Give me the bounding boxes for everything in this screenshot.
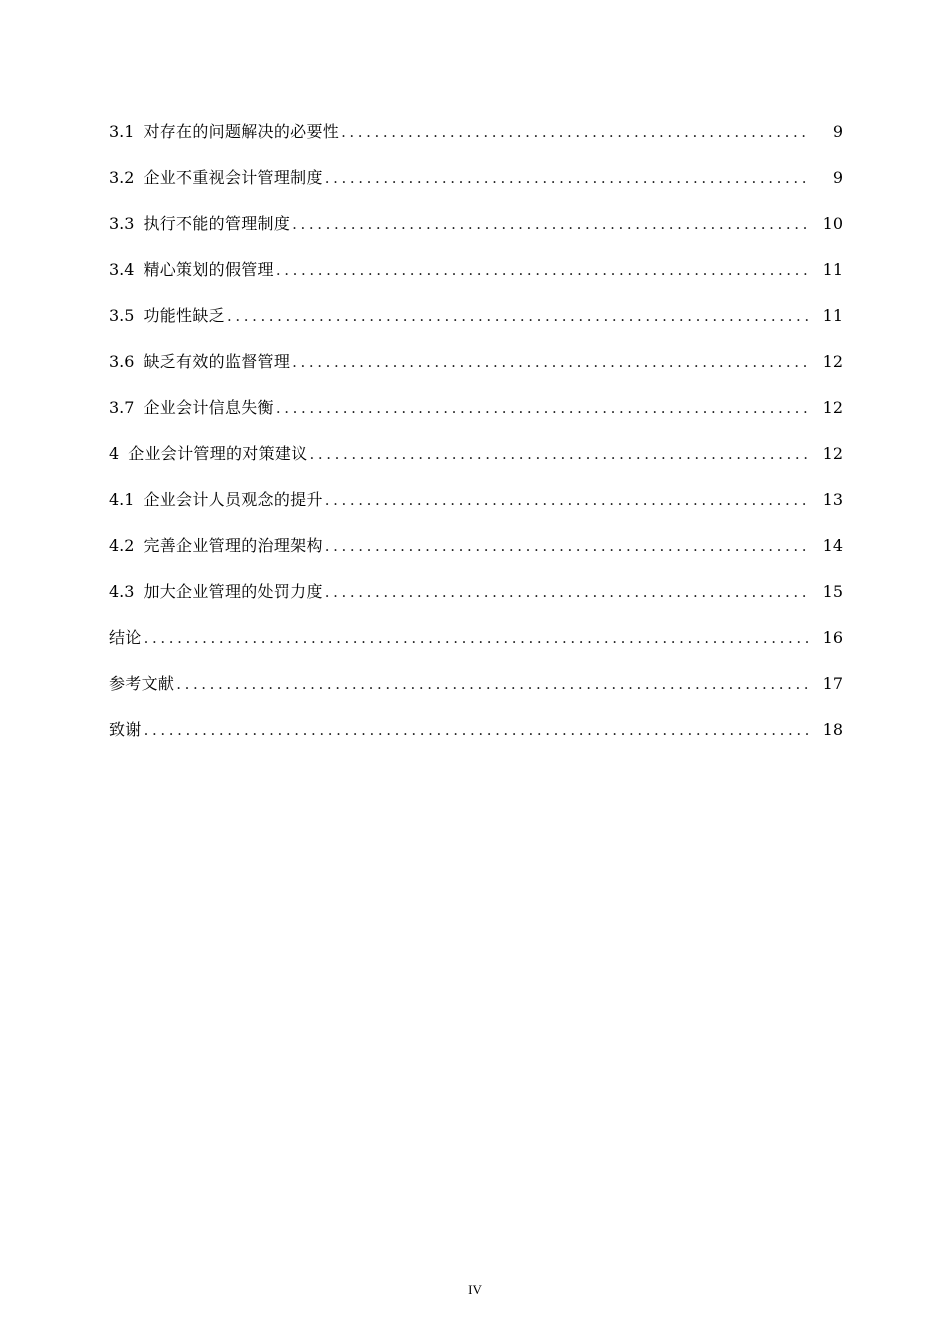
toc-entry-page: 9 <box>832 122 843 141</box>
toc-entry[interactable] <box>109 576 843 622</box>
toc-entry-title: 执行不能的管理制度 <box>143 214 291 233</box>
toc-entry-number: 3.1 <box>109 122 135 141</box>
toc-entry-title: 企业会计人员观念的提升 <box>143 490 323 509</box>
toc-entry-title: 参考文献 <box>109 674 175 693</box>
toc-entry-title: 功能性缺乏 <box>143 306 225 325</box>
toc-entry-page: 18 <box>822 720 843 739</box>
toc-leader-dots <box>144 622 811 654</box>
toc-leader-dots <box>310 438 812 470</box>
toc-entry-title: 致谢 <box>109 720 142 739</box>
toc-leader-dots <box>325 162 811 194</box>
toc-entry[interactable] <box>109 346 843 392</box>
toc-entry[interactable] <box>109 162 843 208</box>
toc-entry-number: 4.3 <box>109 582 135 601</box>
toc-entry[interactable] <box>109 714 843 760</box>
toc-leader-dots <box>325 530 811 562</box>
toc-entry-page: 14 <box>822 536 843 555</box>
toc-entry-title: 完善企业管理的治理架构 <box>143 536 323 555</box>
table-of-contents <box>109 116 843 760</box>
toc-entry-title: 结论 <box>109 628 142 647</box>
toc-entry[interactable] <box>109 484 843 530</box>
toc-leader-dots <box>292 208 811 240</box>
toc-entry-title: 企业会计信息失衡 <box>143 398 274 417</box>
toc-entry[interactable] <box>109 392 843 438</box>
toc-entry[interactable] <box>109 208 843 254</box>
toc-entry[interactable] <box>109 254 843 300</box>
toc-entry-page: 12 <box>822 444 843 463</box>
toc-entry-number: 3.5 <box>109 306 135 325</box>
toc-entry-number: 3.7 <box>109 398 135 417</box>
toc-entry-page: 10 <box>822 214 843 233</box>
toc-entry-number: 4 <box>109 444 120 463</box>
toc-entry-number: 4.2 <box>109 536 135 555</box>
toc-entry-page: 17 <box>822 674 843 693</box>
toc-entry-page: 9 <box>832 168 843 187</box>
toc-entry-number: 3.3 <box>109 214 135 233</box>
toc-entry[interactable] <box>109 438 843 484</box>
toc-entry-page: 13 <box>822 490 843 509</box>
toc-entry-page: 15 <box>822 582 843 601</box>
toc-entry-page: 12 <box>822 398 843 417</box>
toc-leader-dots <box>325 576 811 608</box>
toc-leader-dots <box>292 346 811 378</box>
toc-entry[interactable] <box>109 622 843 668</box>
toc-entry[interactable] <box>109 668 843 714</box>
toc-leader-dots <box>276 392 811 424</box>
toc-entry[interactable] <box>109 116 843 162</box>
page-number-footer: IV <box>468 1282 482 1297</box>
toc-entry-number: 3.2 <box>109 168 135 187</box>
toc-entry-title: 企业会计管理的对策建议 <box>128 444 308 463</box>
toc-entry[interactable] <box>109 300 843 346</box>
toc-entry-title: 精心策划的假管理 <box>143 260 274 279</box>
toc-entry-page: 11 <box>822 260 843 279</box>
toc-entry-title: 加大企业管理的处罚力度 <box>143 582 323 601</box>
toc-entry-page: 12 <box>822 352 843 371</box>
toc-leader-dots <box>227 300 811 332</box>
toc-entry-number: 3.4 <box>109 260 135 279</box>
toc-entry-number: 4.1 <box>109 490 135 509</box>
toc-entry[interactable] <box>109 530 843 576</box>
toc-leader-dots <box>276 254 811 286</box>
toc-entry-page: 16 <box>822 628 843 647</box>
toc-entry-number: 3.6 <box>109 352 135 371</box>
toc-entry-page: 11 <box>822 306 843 325</box>
toc-leader-dots <box>144 714 811 746</box>
toc-entry-title: 对存在的问题解决的必要性 <box>143 122 340 141</box>
toc-leader-dots <box>325 484 811 516</box>
toc-leader-dots <box>341 116 811 148</box>
toc-entry-title: 缺乏有效的监督管理 <box>143 352 291 371</box>
toc-leader-dots <box>176 668 811 700</box>
toc-entry-title: 企业不重视会计管理制度 <box>143 168 323 187</box>
